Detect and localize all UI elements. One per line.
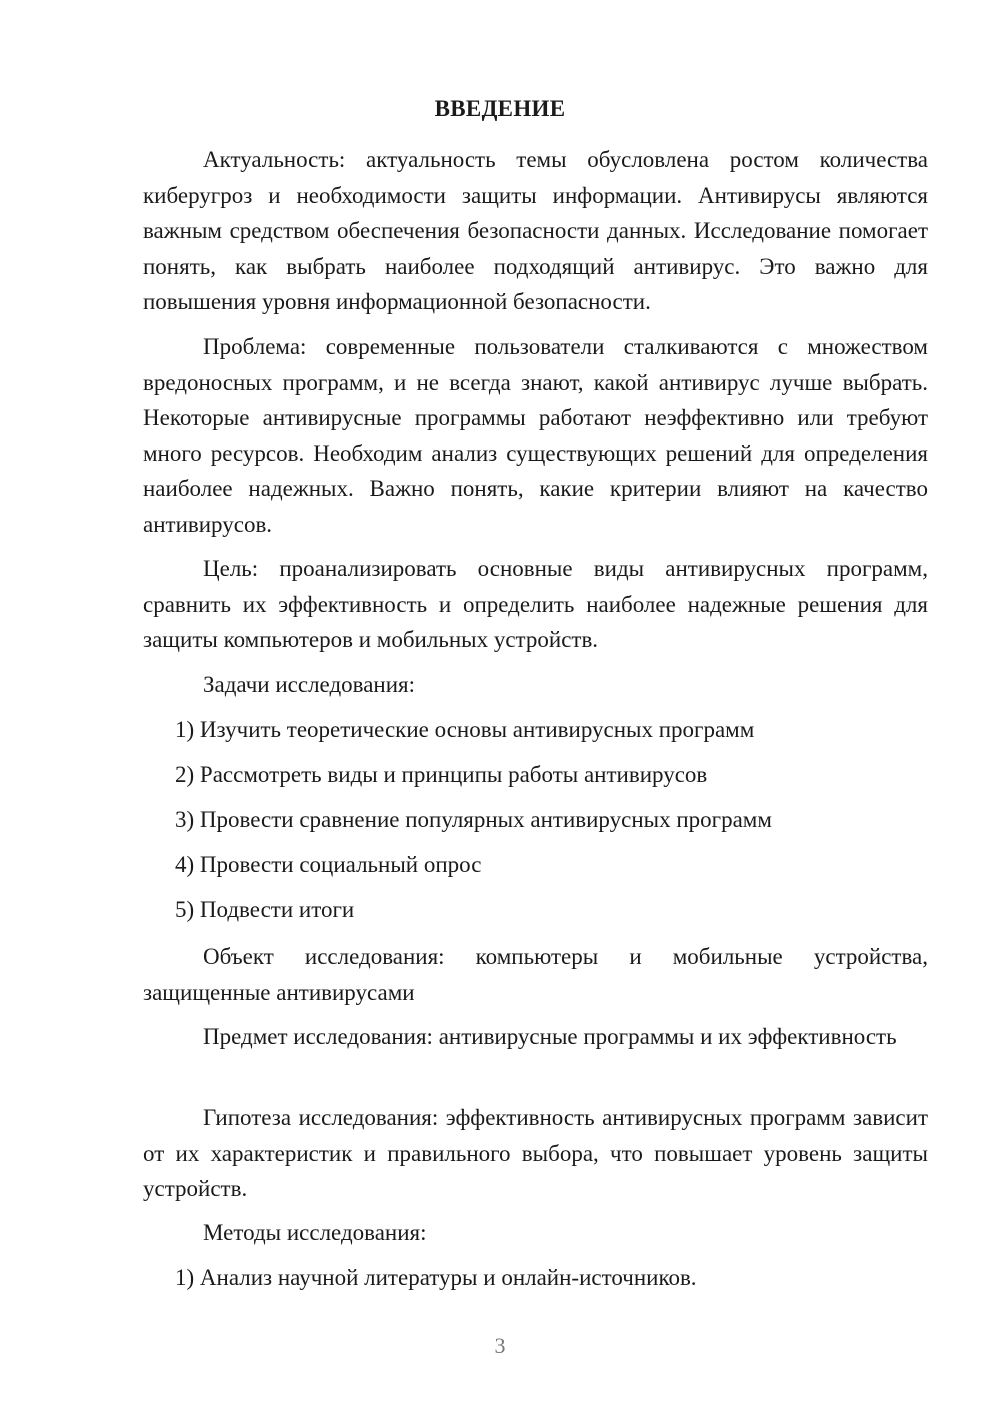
paragraph-problem: Проблема: современные пользователи сталкиваются с множеством вредоносных программ, и не всегда знают, какой антивирус лучше выбрать. Некоторые антивирусные программы работают неэффективно или требуют много ресурсов. Необходим анализ существующих решений для определения наиболее надежных. Важно понять, какие критерии влияют на качество антивирусов. bbox=[143, 334, 928, 537]
paragraph-relevance: Актуальность: актуальность темы обусловлена ростом количества киберугроз и необходимости защиты информации. Антивирусы являются важным средством обеспечения безопасности данных. Исследование помогает понять, как выбрать наиболее подходящий антивирус. Это важно для повышения уровня информационной безопасности. bbox=[143, 147, 928, 314]
paragraph-subject: Предмет исследования: антивирусные программы и их эффективность bbox=[203, 1024, 897, 1049]
task-item-3: 3) Провести сравнение популярных антивирусных программ bbox=[175, 807, 772, 832]
methods-title: Методы исследования: bbox=[203, 1220, 427, 1245]
tasks-title: Задачи исследования: bbox=[203, 672, 416, 697]
task-item-1: 1) Изучить теоретические основы антивирусных программ bbox=[175, 717, 755, 742]
paragraph-object: Объект исследования: компьютеры и мобильные устройства, защищенные антивирусами bbox=[143, 944, 928, 1005]
paragraph-goal: Цель: проанализировать основные виды антивирусных программ, сравнить их эффективность и определить наиболее надежные решения для защиты компьютеров и мобильных устройств. bbox=[143, 556, 928, 652]
task-item-2: 2) Рассмотреть виды и принципы работы антивирусов bbox=[175, 762, 708, 787]
task-item-4: 4) Провести социальный опрос bbox=[175, 852, 482, 877]
page-number: 3 bbox=[494, 1333, 506, 1358]
task-item-5: 5) Подвести итоги bbox=[175, 897, 355, 922]
section-heading: ВВЕДЕНИЕ bbox=[434, 96, 566, 121]
paragraph-hypothesis: Гипотеза исследования: эффективность антивирусных программ зависит от их характеристик и правильного выбора, что повышает уровень защиты устройств. bbox=[143, 1105, 928, 1201]
method-item-1: 1) Анализ научной литературы и онлайн-источников. bbox=[175, 1265, 697, 1290]
